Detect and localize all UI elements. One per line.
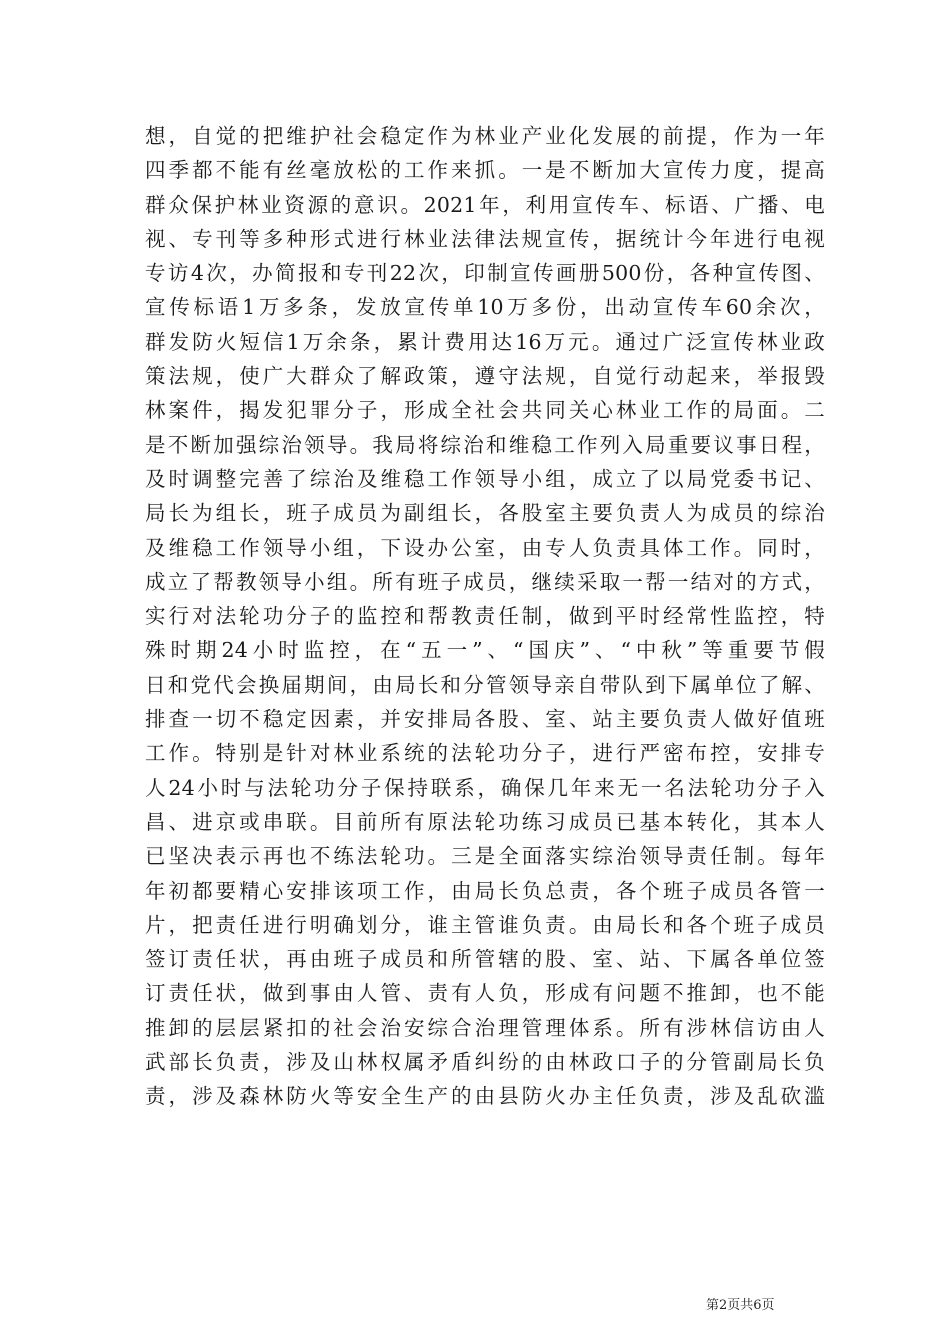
text-line: 想，自觉的把维护社会稳定作为林业产业化发展的前提，作为一年 [145,124,825,148]
text-line: 群发防火短信1万余条，累计费用达16万元。通过广泛宣传林业政 [145,329,825,354]
text-line: 订责任状，做到事由人管、责有人负，形成有问题不推卸，也不能 [145,981,825,1006]
text-line: 日和党代会换届期间，由局长和分管领导亲自带队到下属单位了解、 [145,672,825,697]
text-line: 年初都要精心安排该项工作，由局长负总责，各个班子成员各管一 [145,878,825,903]
text-line: 宣传标语1万多条，发放宣传单10万多份，出动宣传车60余次， [145,295,825,320]
text-line: 人24小时与法轮功分子保持联系，确保几年来无一名法轮功分子入 [145,775,825,800]
text-line: 殊时期24小时监控，在“五一”、“国庆”、“中秋”等重要节假 [145,638,825,663]
text-line: 片，把责任进行明确划分，谁主管谁负责。由局长和各个班子成员 [145,912,825,937]
text-line: 责，涉及森林防火等安全生产的由县防火办主任负责，涉及乱砍滥 [145,1084,825,1109]
text-line: 武部长负责，涉及山林权属矛盾纠纷的由林政口子的分管副局长负 [145,1050,825,1075]
text-line: 排查一切不稳定因素，并安排局各股、室、站主要负责人做好值班 [145,707,825,732]
text-line: 及维稳工作领导小组，下设办公室，由专人负责具体工作。同时， [145,535,825,560]
text-line: 视、专刊等多种形式进行林业法律法规宣传，据统计今年进行电视 [145,226,825,251]
text-line: 策法规，使广大群众了解政策，遵守法规，自觉行动起来，举报毁 [145,364,825,389]
text-line: 实行对法轮功分子的监控和帮教责任制，做到平时经常性监控，特 [145,604,825,629]
text-line: 成立了帮教领导小组。所有班子成员，继续采取一帮一结对的方式， [145,569,825,594]
text-line: 推卸的层层紧扣的社会治安综合治理管理体系。所有涉林信访由人 [145,1015,825,1040]
text-line: 局长为组长，班子成员为副组长，各股室主要负责人为成员的综治 [145,501,825,526]
text-line: 专访4次，办简报和专刊22次，印制宣传画册500份，各种宣传图、 [145,261,825,286]
text-line: 林案件，揭发犯罪分子，形成全社会共同关心林业工作的局面。二 [145,398,825,423]
text-line: 签订责任状，再由班子成员和所管辖的股、室、站、下属各单位签 [145,947,825,972]
text-line: 工作。特别是针对林业系统的法轮功分子，进行严密布控，安排专 [145,741,825,766]
text-line: 四季都不能有丝毫放松的工作来抓。一是不断加大宣传力度，提高 [145,158,825,183]
text-line: 及时调整完善了综治及维稳工作领导小组，成立了以局党委书记、 [145,466,825,491]
text-line: 是不断加强综治领导。我局将综治和维稳工作列入局重要议事日程， [145,432,825,457]
page-number: 第2页共6页 [706,1298,775,1313]
text-line: 已坚决表示再也不练法轮功。三是全面落实综治领导责任制。每年 [145,844,825,869]
text-line: 昌、进京或串联。目前所有原法轮功练习成员已基本转化，其本人 [145,809,825,834]
text-line: 群众保护林业资源的意识。2021年，利用宣传车、标语、广播、电 [145,192,825,217]
body-paragraph [145,119,825,1114]
